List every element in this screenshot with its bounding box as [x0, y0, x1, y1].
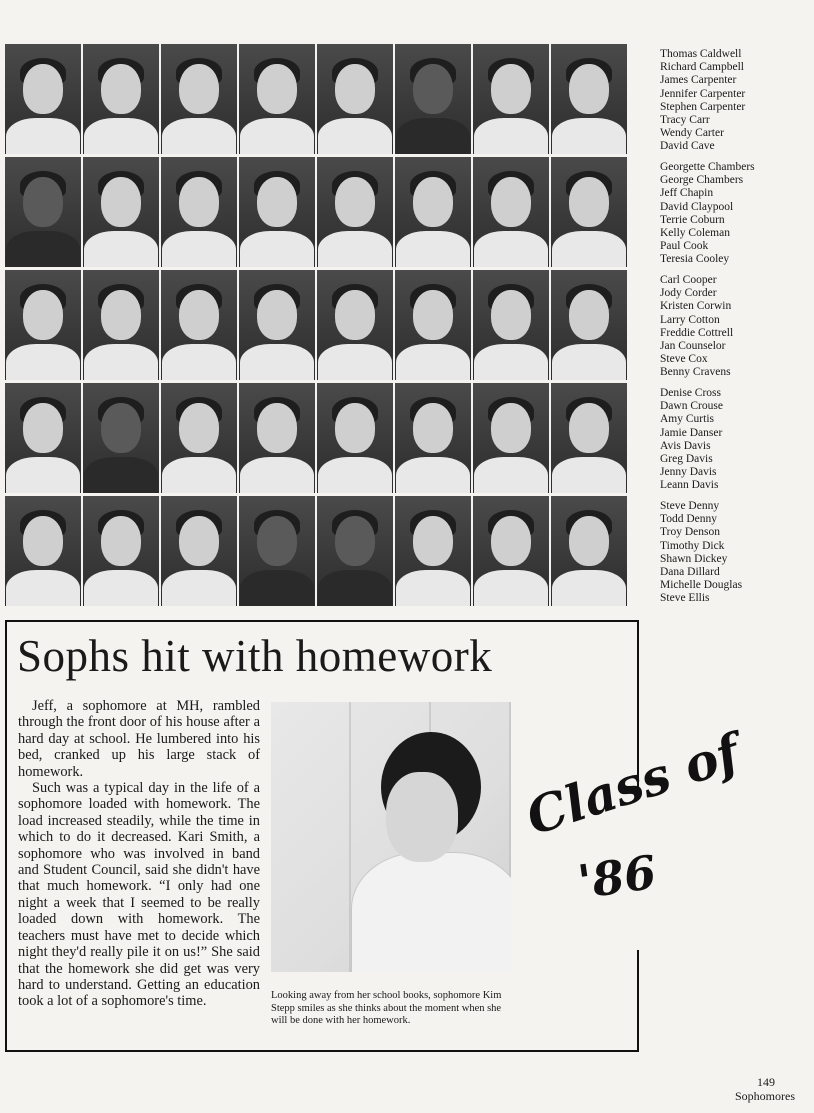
student-portrait — [473, 44, 549, 154]
student-name: Dawn Crouse — [660, 400, 723, 413]
student-name: Denise Cross — [660, 387, 722, 399]
student-portrait — [161, 496, 237, 606]
student-name: Jennifer Carpenter — [660, 87, 746, 100]
student-portrait — [239, 270, 315, 380]
student-name: Terrie Coburn — [660, 213, 725, 226]
portrait-row — [5, 383, 645, 493]
student-portrait — [83, 383, 159, 493]
student-name: Paul Cook — [660, 240, 709, 253]
student-portrait — [161, 383, 237, 493]
student-portrait — [161, 44, 237, 154]
student-portrait — [395, 44, 471, 154]
student-name: Georgette Chambers — [660, 161, 755, 173]
portrait-row — [5, 270, 645, 380]
portrait-grid — [5, 44, 645, 609]
student-name: Steve Denny — [660, 500, 720, 512]
student-portrait — [395, 383, 471, 493]
student-portrait — [239, 157, 315, 267]
year-script: '86 — [574, 844, 660, 910]
name-group — [660, 161, 755, 274]
section-label: Sophomores — [735, 1089, 795, 1103]
student-name: David Cave — [660, 140, 715, 153]
student-name: Jenny Davis — [660, 466, 717, 479]
student-name: Stephen Carpenter — [660, 100, 746, 113]
student-portrait — [83, 157, 159, 267]
name-group — [660, 500, 755, 613]
story-body — [18, 698, 260, 1010]
student-name: Shawn Dickey — [660, 552, 728, 565]
student-name: Todd Denny — [660, 513, 718, 526]
student-name: Jamie Danser — [660, 426, 723, 439]
student-name: Kristen Corwin — [660, 300, 732, 313]
student-name: Richard Campbell — [660, 61, 744, 74]
photo-caption: Looking away from her school books, sophomore Kim Stepp smiles as she thinks about the moment when she will be done with her homework. — [271, 990, 502, 1026]
student-portrait — [317, 157, 393, 267]
student-portrait — [239, 44, 315, 154]
portrait-row — [5, 496, 645, 606]
student-name: Benny Cravens — [660, 366, 731, 379]
student-portrait — [239, 496, 315, 606]
class-of-script: Class of — [519, 722, 747, 847]
student-name: Larry Cotton — [660, 313, 720, 326]
page-number: 149 — [757, 1075, 775, 1089]
name-group — [660, 274, 755, 387]
name-group — [660, 387, 755, 500]
student-name: Amy Curtis — [660, 413, 714, 426]
student-name: Tracy Carr — [660, 114, 710, 127]
student-portrait — [473, 157, 549, 267]
student-name: Dana Dillard — [660, 566, 720, 579]
student-portrait — [83, 44, 159, 154]
student-portrait — [395, 496, 471, 606]
student-portrait — [5, 44, 81, 154]
student-portrait — [395, 157, 471, 267]
student-portrait — [5, 157, 81, 267]
student-portrait — [5, 270, 81, 380]
story-paragraph: Such was a typical day in the life of a sophomore loaded with homework. The load increased steadily, while the time in which to do it decreased. Kari Smith, a sophomore who was involved in band and Student Council, said she didn't have that much homework. “I only had one night a week that I seemed to be really loaded down with homework. The teachers must have met to decide which night they'd really pile it on us!” She said that the homework she did get was very hard to understand. Getting an education took a lot of a sophomore's time. — [18, 780, 260, 1010]
student-portrait — [473, 383, 549, 493]
name-group — [660, 48, 755, 161]
student-portrait — [551, 44, 627, 154]
student-portrait — [317, 270, 393, 380]
student-portrait — [551, 496, 627, 606]
portrait-row — [5, 157, 645, 267]
student-name: David Claypool — [660, 200, 734, 213]
story-headline: Sophs hit with homework — [17, 631, 493, 681]
student-portrait — [5, 496, 81, 606]
student-name: Troy Denson — [660, 526, 720, 539]
student-name: George Chambers — [660, 174, 744, 187]
student-portrait — [473, 270, 549, 380]
student-portrait — [395, 270, 471, 380]
student-name: Steve Cox — [660, 353, 708, 366]
student-portrait — [83, 496, 159, 606]
student-name: Kelly Coleman — [660, 227, 730, 240]
student-name: Avis Davis — [660, 439, 711, 452]
student-name: Carl Cooper — [660, 274, 717, 286]
student-name: Greg Davis — [660, 453, 713, 466]
student-portrait — [161, 157, 237, 267]
student-name: Freddie Cottrell — [660, 326, 734, 339]
student-name: Jeff Chapin — [660, 187, 714, 200]
student-portrait — [551, 270, 627, 380]
student-portrait — [473, 496, 549, 606]
student-portrait — [317, 496, 393, 606]
student-name: Wendy Carter — [660, 127, 724, 140]
story-paragraph: Jeff, a sophomore at MH, rambled through the front door of his house after a hard day at school. He lumbered into his bed, cranked up his large stack of homework. — [18, 698, 260, 780]
student-name: Jody Corder — [660, 287, 717, 300]
student-name: Leann Davis — [660, 479, 719, 492]
student-portrait — [161, 270, 237, 380]
student-portrait — [317, 383, 393, 493]
student-name: Steve Ellis — [660, 592, 710, 605]
student-portrait — [239, 383, 315, 493]
student-name: Thomas Caldwell — [660, 48, 742, 60]
student-name: James Carpenter — [660, 74, 737, 87]
student-name: Michelle Douglas — [660, 579, 743, 592]
student-name: Teresia Cooley — [660, 253, 730, 266]
name-list — [660, 48, 755, 613]
portrait-row — [5, 44, 645, 154]
student-portrait — [551, 383, 627, 493]
student-portrait — [83, 270, 159, 380]
student-portrait — [551, 157, 627, 267]
feature-photo — [271, 702, 511, 972]
student-name: Jan Counselor — [660, 340, 726, 353]
student-name: Timothy Dick — [660, 539, 725, 552]
student-portrait — [317, 44, 393, 154]
student-portrait — [5, 383, 81, 493]
